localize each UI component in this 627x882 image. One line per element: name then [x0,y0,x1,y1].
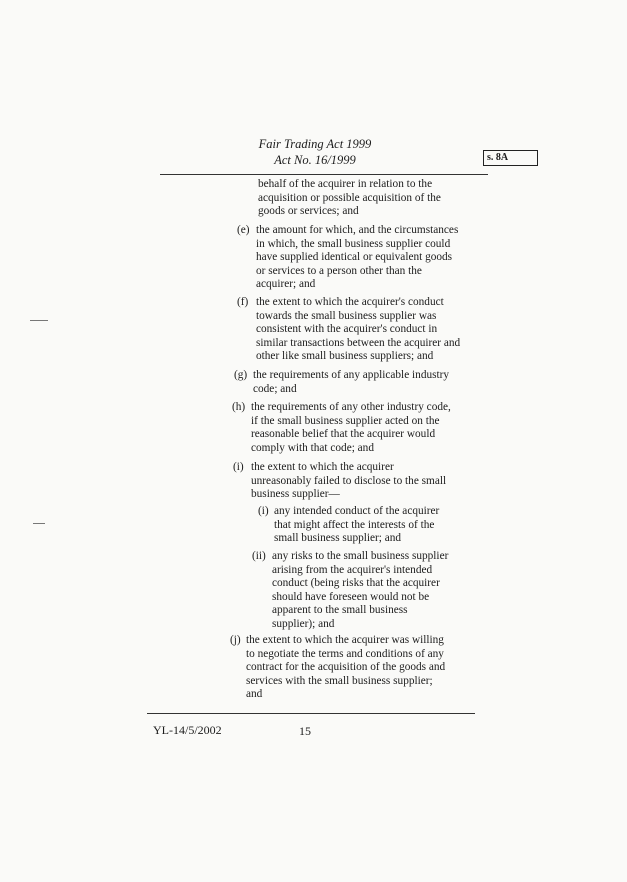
subparagraph-line: any risks to the small business supplier [272,550,449,562]
running-header [255,136,375,168]
paragraph-line: in which, the small business supplier could [256,237,451,250]
paragraph-line: the requirements of any other industry code, [251,401,451,413]
subparagraph-label-ii: (ii) [252,550,266,562]
header-rule [160,174,488,175]
continuation-line: acquisition or possible acquisition of the [258,191,441,204]
paragraph-e [256,224,458,292]
paragraph-line: if the small business supplier acted on the [251,414,440,427]
subparagraph-line: conduct (being risks that the acquirer [272,577,440,589]
continuation-text [258,178,441,219]
subparagraph-ii [272,550,448,631]
paragraph-line: towards the small business supplier was [256,309,437,322]
scan-mark [33,523,45,524]
subparagraph-line: small business supplier; and [274,532,402,544]
version-stamp: YL-14/5/2002 [153,723,222,737]
paragraph-line: have supplied identical or equivalent goods [256,251,453,263]
paragraph-line: similar transactions between the acquirer and [256,336,461,349]
paragraph-line: other like small business suppliers; and [256,350,434,362]
scan-mark [30,320,48,321]
paragraph-line: the amount for which, and the circumstances [256,224,459,236]
paragraph-label-f: (f) [237,296,249,308]
paragraph-line: or services to a person other than the [256,264,422,277]
page-number: 15 [299,724,311,738]
paragraph-label-h: (h) [232,401,246,413]
paragraph-line: to negotiate the terms and conditions of any [246,647,444,660]
continuation-line: goods or services; and [258,205,359,217]
subparagraph-label-i: (i) [258,505,269,517]
continuation-line: behalf of the acquirer in relation to the [258,178,433,190]
paragraph-line: contract for the acquisition of the goods and [246,661,446,673]
paragraph-line: business supplier— [251,488,340,500]
paragraph-line: unreasonably failed to disclose to the small [251,474,447,487]
act-title: Fair Trading Act 1999 [258,137,372,151]
subparagraph-i [274,505,439,546]
subparagraph-line: apparent to the small business [272,604,408,616]
paragraph-line: services with the small business supplier; [246,674,433,687]
subparagraph-line: should have foreseen would not be [272,590,430,603]
paragraph-i [251,461,446,502]
paragraph-label-i: (i) [233,461,244,473]
paragraph-label-j: (j) [230,634,241,646]
paragraph-line: reasonable belief that the acquirer would [251,428,436,440]
paragraph-label-e: (e) [237,224,250,236]
paragraph-line: acquirer; and [256,278,316,290]
paragraph-line: comply with that code; and [251,441,374,454]
paragraph-label-g: (g) [234,369,248,381]
paragraph-line: code; and [253,382,297,395]
paragraph-line: the extent to which the acquirer was willing [246,634,444,646]
footer-rule [147,713,475,714]
paragraph-line: the extent to which the acquirer [251,461,394,473]
paragraph-h [251,401,451,455]
paragraph-line: the extent to which the acquirer's conduct [256,296,444,308]
paragraph-line: consistent with the acquirer's conduct in [256,323,438,335]
section-reference-box: s. 8A [483,150,538,166]
subparagraph-line: arising from the acquirer's intended [272,563,433,576]
paragraph-j [246,634,445,702]
paragraph-line: and [246,688,263,700]
subparagraph-line: that might affect the interests of the [274,518,435,531]
subparagraph-line: any intended conduct of the acquirer [274,505,440,517]
paragraph-line: the requirements of any applicable industry [253,369,450,381]
paragraph-f [256,296,460,364]
paragraph-g [253,369,449,396]
subparagraph-line: supplier); and [272,617,335,630]
act-number: Act No. 16/1999 [274,153,356,167]
